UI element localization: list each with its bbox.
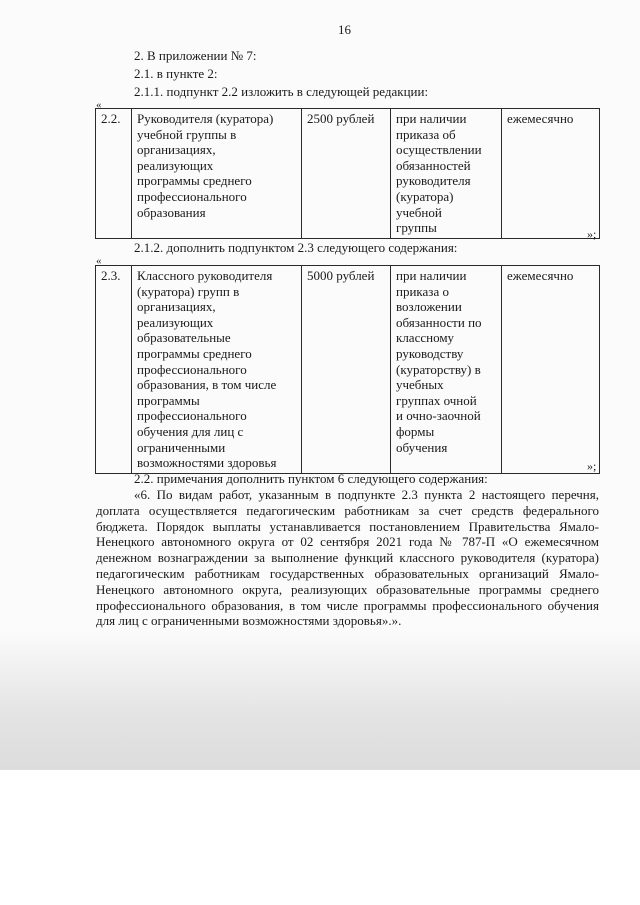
table-row xyxy=(96,109,600,239)
table-item-2-3 xyxy=(95,265,600,474)
table-item-2-2 xyxy=(95,108,600,239)
note-heading: 2.2. примечания дополнить пунктом 6 следующего содержания: xyxy=(134,471,488,486)
section-heading: 2. В приложении № 7: xyxy=(134,48,257,63)
payment-condition: при наличии приказа о возложении обязанности по классному руководству (кураторству) в учебных группах очной и очно-заочной формы обучения xyxy=(391,266,502,474)
subitem-heading: 2.1.1. подпункт 2.2 изложить в следующей редакции: xyxy=(134,84,429,99)
payment-category: Классного руководителя (куратора) групп в организациях, реализующих образовательные программы среднего профессионального образования, в том числе программы профессионального обучения для лиц с ограниченными возможностями здоровья xyxy=(132,266,302,474)
opening-quote-2: « xyxy=(96,255,102,267)
closing-quote: »; xyxy=(587,227,597,241)
note-paragraph: «6. По видам работ, указанным в подпункте 2.3 пункта 2 настоящего перечня, доплата осуществляется педагогическим работникам за счет средств федерального бюджета. Порядок выплаты устанавливается постановлением Правительства Ямало-Ненецкого автономного округа от 02 сентября 2021 года № 787-П «О ежемесячном денежном вознаграждении за выполнение функций классного руководителя (куратора) педагогическим работникам государственных образовательных организаций Ямало-Ненецкого автономного округа, реализующих образовательные программы среднего профессионального образования, в том числе программы профессионального обучения для лиц с ограниченными возможностями здоровья».». xyxy=(96,487,599,629)
subsection-heading: 2.1. в пункте 2: xyxy=(134,66,218,81)
closing-quote-2: »; xyxy=(587,459,597,473)
row-number: 2.3. xyxy=(96,266,132,474)
payment-condition: при наличии приказа об осуществлении обязанностей руководителя (куратора) учебной группы xyxy=(391,109,502,239)
table-row xyxy=(96,266,600,474)
subitem-heading-2: 2.1.2. дополнить подпунктом 2.3 следующего содержания: xyxy=(134,240,458,255)
opening-quote: « xyxy=(96,99,102,111)
payment-period: ежемесячно xyxy=(502,266,600,474)
page-number: 16 xyxy=(338,22,351,37)
payment-category: Руководителя (куратора) учебной группы в организациях, реализующих программы среднего профессионального образования xyxy=(132,109,302,239)
payment-period: ежемесячно xyxy=(502,109,600,239)
payment-amount: 5000 рублей xyxy=(302,266,391,474)
payment-amount: 2500 рублей xyxy=(302,109,391,239)
scan-shadow xyxy=(0,630,640,770)
row-number: 2.2. xyxy=(96,109,132,239)
